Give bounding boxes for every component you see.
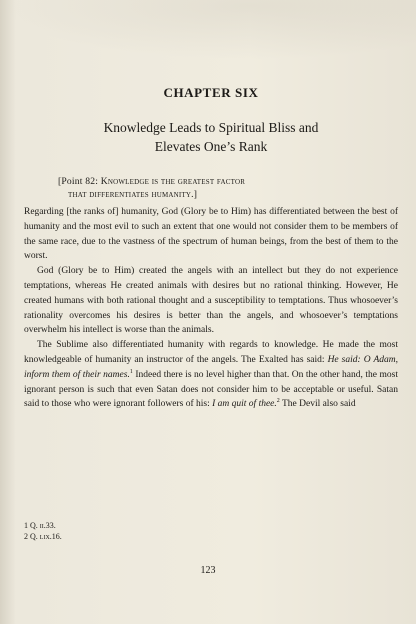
chapter-title (24, 118, 398, 156)
footnotes (24, 520, 62, 542)
quran-quote-2: I am quit of thee. (212, 399, 277, 410)
show-through-shadow (0, 0, 416, 60)
page-content (24, 85, 398, 412)
paragraph-2: God (Glory be to Him) created the angels with an intellect but they do not experience temptations, whereas He created animals with desires but no rational thinking. However, He created humans with both rational thought and a susceptibility to temptations. Thus whosoever’s rationality overcomes his desires is better than the angels, and whosoever’s temptations overwhelm his intellect is worse than the animals. (24, 266, 398, 336)
chapter-heading: CHAPTER SIX (163, 85, 259, 100)
footnote-marker-2: 2 (276, 398, 280, 405)
footnote-1 (24, 520, 62, 531)
chapter-title-line1: Knowledge Leads to Spiritual Bliss and (103, 120, 319, 135)
footnote-2-reference: Q. lix.16. (30, 532, 62, 541)
footnote-2 (24, 531, 62, 542)
paragraph-3 (24, 338, 398, 412)
footnote-2-number: 2 (24, 532, 28, 541)
chapter-title-line2: Elevates One’s Rank (154, 139, 268, 154)
footnote-marker-1: 1 (129, 368, 133, 375)
paragraph-3-part-a: The Sublime also differentiated humanity with regards to knowledge. He made the most knowledgeable of humanity an instructor of the angels. The Exalted has said: (24, 340, 398, 365)
point-heading-open: [Point 82: (58, 176, 101, 187)
footnote-1-reference: Q. ii.33. (30, 521, 56, 530)
body-text (24, 205, 398, 412)
page-number: 123 (200, 565, 216, 576)
paragraph-3-part-c: The Devil also said (279, 399, 356, 410)
footnote-1-number: 1 (24, 521, 28, 530)
quran-quote-1: He said: O Adam, inform them of their names. (24, 354, 398, 380)
point-heading-line2: that differentiates humanity.] (68, 188, 198, 200)
point-heading (24, 176, 398, 201)
point-heading-line1: Knowledge is the greatest factor (100, 176, 246, 187)
paragraph-3-part-b: Indeed there is no level higher than that. On the other hand, the most ignorant person is such that even Satan does not consider him to be acceptable or useful. Satan said to those who were ignorant followers of his: (24, 369, 398, 410)
paragraph-1: Regarding [the ranks of] humanity, God (Glory be to Him) has differentiated between the best of humanity and the most evil to such an extent that one would not consider them to be members of the same race, due to the vastness of the spectrum of human beings, from the best of them to the worst. (24, 207, 398, 262)
